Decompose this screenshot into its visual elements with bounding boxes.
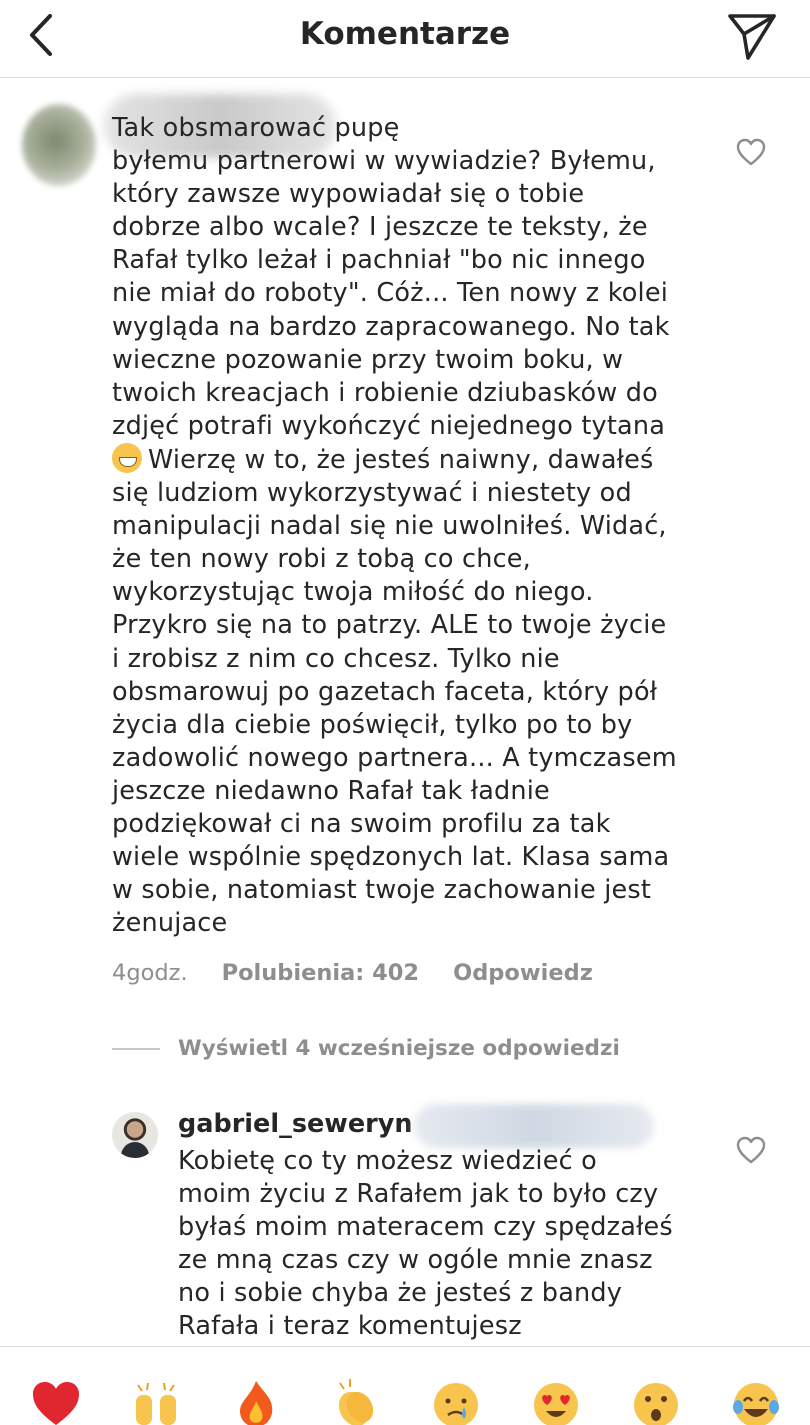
avatar[interactable] <box>22 104 96 186</box>
reply-text: Kobietę co ty możesz wiedzieć o moim życiu z Rafałem jak to było czy byłaś moim materacem czy spędzałeś ze mną czas czy w ogóle mnie znasz no i sobie chyba że jesteś z bandy Rafała i teraz komentujesz <box>178 1146 673 1342</box>
clapping-hands-emoji[interactable] <box>330 1377 382 1425</box>
mention-blurred[interactable] <box>414 1104 654 1148</box>
comment-meta <box>112 960 593 986</box>
red-heart-emoji[interactable] <box>30 1377 82 1425</box>
fire-emoji[interactable] <box>230 1377 282 1425</box>
comment-likes[interactable]: Polubienia: 402 <box>221 960 420 986</box>
comment-text <box>112 112 712 940</box>
crying-face-emoji[interactable] <box>430 1377 482 1425</box>
heart-icon <box>736 1136 766 1164</box>
emoji-bar <box>0 1346 810 1425</box>
comment-text-before: Tak obsmarować pupę byłemu partnerowi w wywiadzie? Byłemu, który zawsze wypowiadał się o tobie dobrze albo wcale? I jeszcze te teksty, że Rafał tylko leżał i pachniał "bo nic innego nie miał do roboty". Cóż... Ten nowy z kolei wygląda na bardzo zapracowanego. No tak wieczne pozowanie przy twoim boku, w twoich kreacjach i robienie dziubasków do zdjęć potrafi wykończyć niejednego tytana <box>112 113 670 441</box>
share-button[interactable] <box>726 10 778 62</box>
paper-plane-icon <box>726 10 778 62</box>
avatar[interactable] <box>112 1112 158 1158</box>
grinning-face-emoji <box>112 443 142 473</box>
divider-line <box>112 1048 160 1050</box>
heart-icon <box>736 138 766 166</box>
view-replies-label: Wyświetl 4 wcześniejsze odpowiedzi <box>178 1036 620 1061</box>
page-title: Komentarze <box>299 16 511 52</box>
header <box>0 0 810 78</box>
heart-eyes-emoji[interactable] <box>530 1377 582 1425</box>
view-previous-replies[interactable] <box>112 1036 620 1061</box>
tears-of-joy-emoji[interactable] <box>730 1377 782 1425</box>
like-reply-button[interactable] <box>736 1136 766 1164</box>
surprised-face-emoji[interactable] <box>630 1377 682 1425</box>
reply-button[interactable]: Odpowiedz <box>453 960 593 986</box>
reply-username[interactable]: gabriel_seweryn <box>178 1109 413 1139</box>
comment-text-after: Wierzę w to, że jesteś naiwny, dawałeś się ludziom wykorzystywać i niestety od manipulacji nadal się nie uwolniłeś. Widać, że ten nowy robi z tobą co chce, wykorzystując twoja miłość do niego. Przykro się na to patrzy. ALE to twoje życie i zrobisz z nim co chcesz. Tylko nie obsmarowuj po gazetach faceta, który pół życia dla ciebie poświęcił, tylko po to by zadowolić nowego partnera... A tymczasem jeszcze niedawno Rafał tak ładnie podziękował ci na swoim profilu za tak wiele wspólnie spędzonych lat. Klasa sama w sobie, natomiast twoje zachowanie jest żenujace <box>112 444 677 939</box>
raising-hands-emoji[interactable] <box>130 1377 182 1425</box>
like-comment-button[interactable] <box>736 138 766 166</box>
comment-time: 4godz. <box>112 960 188 986</box>
